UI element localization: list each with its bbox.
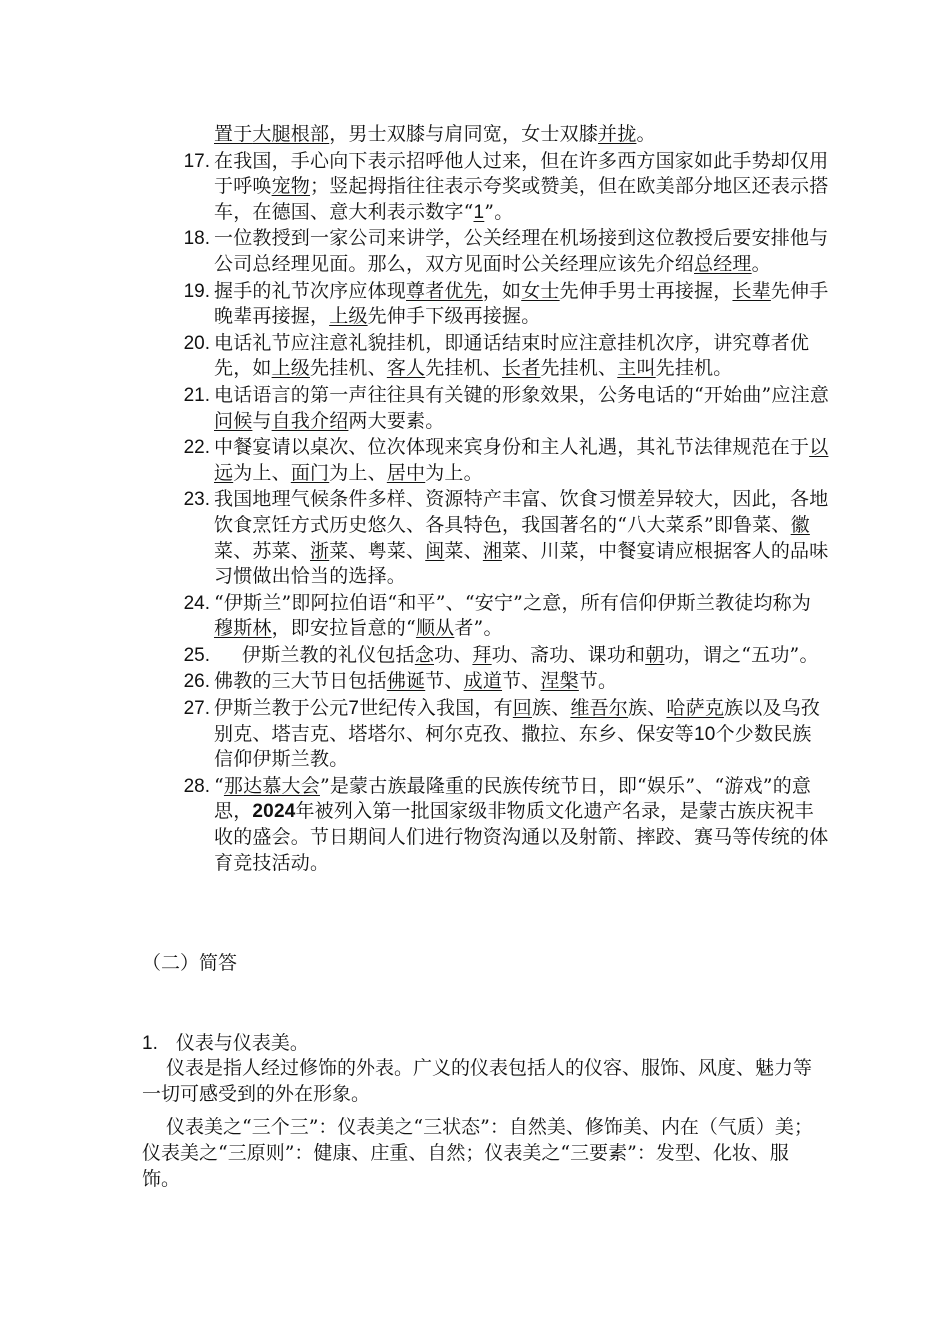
answer-blank: 面门 (290, 461, 330, 484)
list-item-23: 23. 我国地理气候条件多样、资源特产丰富、饮食习惯差异较大，因此，各地饮食烹饪方式历史悠久、各具特色，我国著名的“八大菜系”即鲁菜、徽菜、苏菜、浙菜、粤菜、闽菜、湘菜、川菜，中餐宴请应根据客人的品味习惯做出恰当的选择。 (170, 487, 830, 589)
answer-blank: 佛诞 (386, 670, 426, 693)
list-item-28: 28. “那达慕大会”是蒙古族最隆重的民族传统节日，即“娱乐”、“游戏”的意思，2024年被列入第一批国家级非物质文化遗产名录，是蒙古族庆祝丰收的盛会。节日期间人们进行物资沟通以及射箭、摔跤、赛马等传统的体育竞技活动。 (170, 774, 830, 876)
answer-blank: 并拢 (598, 123, 637, 145)
answer-blank: 朝 (645, 643, 665, 666)
answer-blank: 以远 (214, 436, 829, 484)
list-item-20: 20. 电话礼节应注意礼貌挂机，即通话结束时应注意挂机次序，讲究尊者优先，如上级先挂机、客人先挂机、长者先挂机、主叫先挂机。 (170, 331, 830, 382)
answer-blank: 主叫 (617, 357, 656, 380)
answer-blank: 上级 (271, 357, 311, 380)
answer-blank: 闽 (425, 539, 445, 562)
answer-blank: 那达慕大会 (223, 774, 320, 797)
list-item-18: 18. 一位教授到一家公司来讲学，公关经理在机场接到这位教授后要安排他与公司总经理见面。那么，双方见面时公关经理应该先介绍总经理。 (170, 226, 830, 277)
question-1-title: 1. 仪表与仪表美。 (142, 1032, 309, 1054)
answer-blank: 回 (512, 697, 532, 720)
answer-blank: 长辈 (732, 279, 771, 302)
answer-blank: 穆斯林 (214, 617, 272, 640)
answer-blank: 客人 (386, 357, 426, 380)
answer-blank: 宠物 (271, 175, 311, 198)
item-number: 24. (183, 592, 210, 614)
answer-blank: 维吾尔 (570, 697, 629, 720)
answer-blank: 念 (414, 643, 435, 666)
question-number: 1. (142, 1033, 158, 1054)
answer-blank: 女士 (521, 279, 560, 302)
answer-blank: 浙 (310, 539, 330, 562)
item-number: 18. (183, 228, 210, 250)
answer-paragraph-1: 仪表是指人经过修饰的外表。广义的仪表包括人的仪容、服饰、风度、魅力等一切可感受到的外在形象。 (142, 1057, 813, 1105)
answer-blank: 哈萨克 (666, 697, 725, 720)
answer-blank: 涅槃 (540, 670, 579, 693)
answer-blank: 尊者优先 (406, 279, 483, 302)
item-number: 22. (183, 437, 210, 459)
answer-blank: 问候 (214, 409, 253, 432)
section-heading: （二）简答 (142, 952, 238, 974)
list-item-27: 27. 伊斯兰教于公元7世纪传入我国，有回族、维吾尔族、哈萨克族以及乌孜别克、塔吉克、塔塔尔、柯尔克孜、撒拉、东乡、保安等10个少数民族信仰伊斯兰教。 (170, 696, 830, 773)
list-item-17: 17. 在我国，手心向下表示招呼他人过来，但在许多西方国家如此手势却仅用于呼唤宠物；竖起拇指往往表示夸奖或赞美，但在欧美部分地区还表示搭车，在德国、意大利表示数字“1”。 (170, 149, 830, 226)
answer-blank: 长者 (502, 357, 541, 380)
list-item-25: 25. 伊斯兰教的礼仪包括念功、拜功、斋功、课功和朝功，谓之“五功”。 (170, 643, 830, 669)
list-item-24: 24. “伊斯兰”即阿拉伯语“和平”、“安宁”之意，所有信仰伊斯兰教徒均称为穆斯林，即安拉旨意的“顺从者”。 (170, 591, 830, 642)
list-item-22: 22. 中餐宴请以桌次、位次体现来宾身份和主人礼遇，其礼节法律规范在于以远为上、面门为上、居中为上。 (170, 435, 830, 486)
item-number: 20. (183, 332, 210, 354)
answer-blank: 自我介绍 (271, 409, 349, 432)
item-number: 28. (183, 775, 210, 797)
answer-blank: 徽 (790, 513, 810, 536)
item-number: 23. (183, 489, 210, 511)
answer-blank: 居中 (386, 461, 426, 484)
answer-blank: 1 (473, 201, 485, 223)
answer-blank: 上级 (329, 305, 368, 328)
fill-in-list (170, 122, 830, 877)
list-item-16-continuation: 置于大腿根部，男士双膝与肩同宽，女士双膝并拢。 (214, 123, 656, 145)
answer-blank: 成道 (463, 670, 503, 693)
list-item-26: 26. 佛教的三大节日包括佛诞节、成道节、涅槃节。 (170, 669, 830, 695)
list-item-19: 19. 握手的礼节次序应体现尊者优先，如女士先伸手男士再接握，长辈先伸手晚辈再接握，上级先伸手下级再接握。 (170, 279, 830, 330)
item-number: 19. (183, 280, 210, 302)
answer-blank: 湘 (482, 539, 503, 562)
list-item-21: 21. 电话语言的第一声往往具有关键的形象效果，公务电话的“开始曲”应注意问候与自我介绍两大要素。 (170, 383, 830, 434)
item-number: 26. (183, 671, 210, 693)
answer-paragraph-2: 仪表美之“三个三”：仪表美之“三状态”：自然美、修饰美、内在（气质）美；仪表美之“三原则”：健康、庄重、自然；仪表美之“三要素”：发型、化妆、服饰。 (142, 1116, 813, 1190)
item-number: 17. (183, 150, 210, 172)
item-number: 25. (183, 644, 210, 666)
answer-blank: 总经理 (694, 252, 752, 275)
item-number: 27. (183, 698, 210, 720)
answer-blank: 置于 (214, 123, 253, 145)
answer-blank: 大腿根部 (252, 123, 330, 145)
answer-blank: 拜 (472, 643, 492, 666)
answer-blank: 顺从 (415, 617, 455, 640)
item-number: 21. (183, 384, 210, 406)
